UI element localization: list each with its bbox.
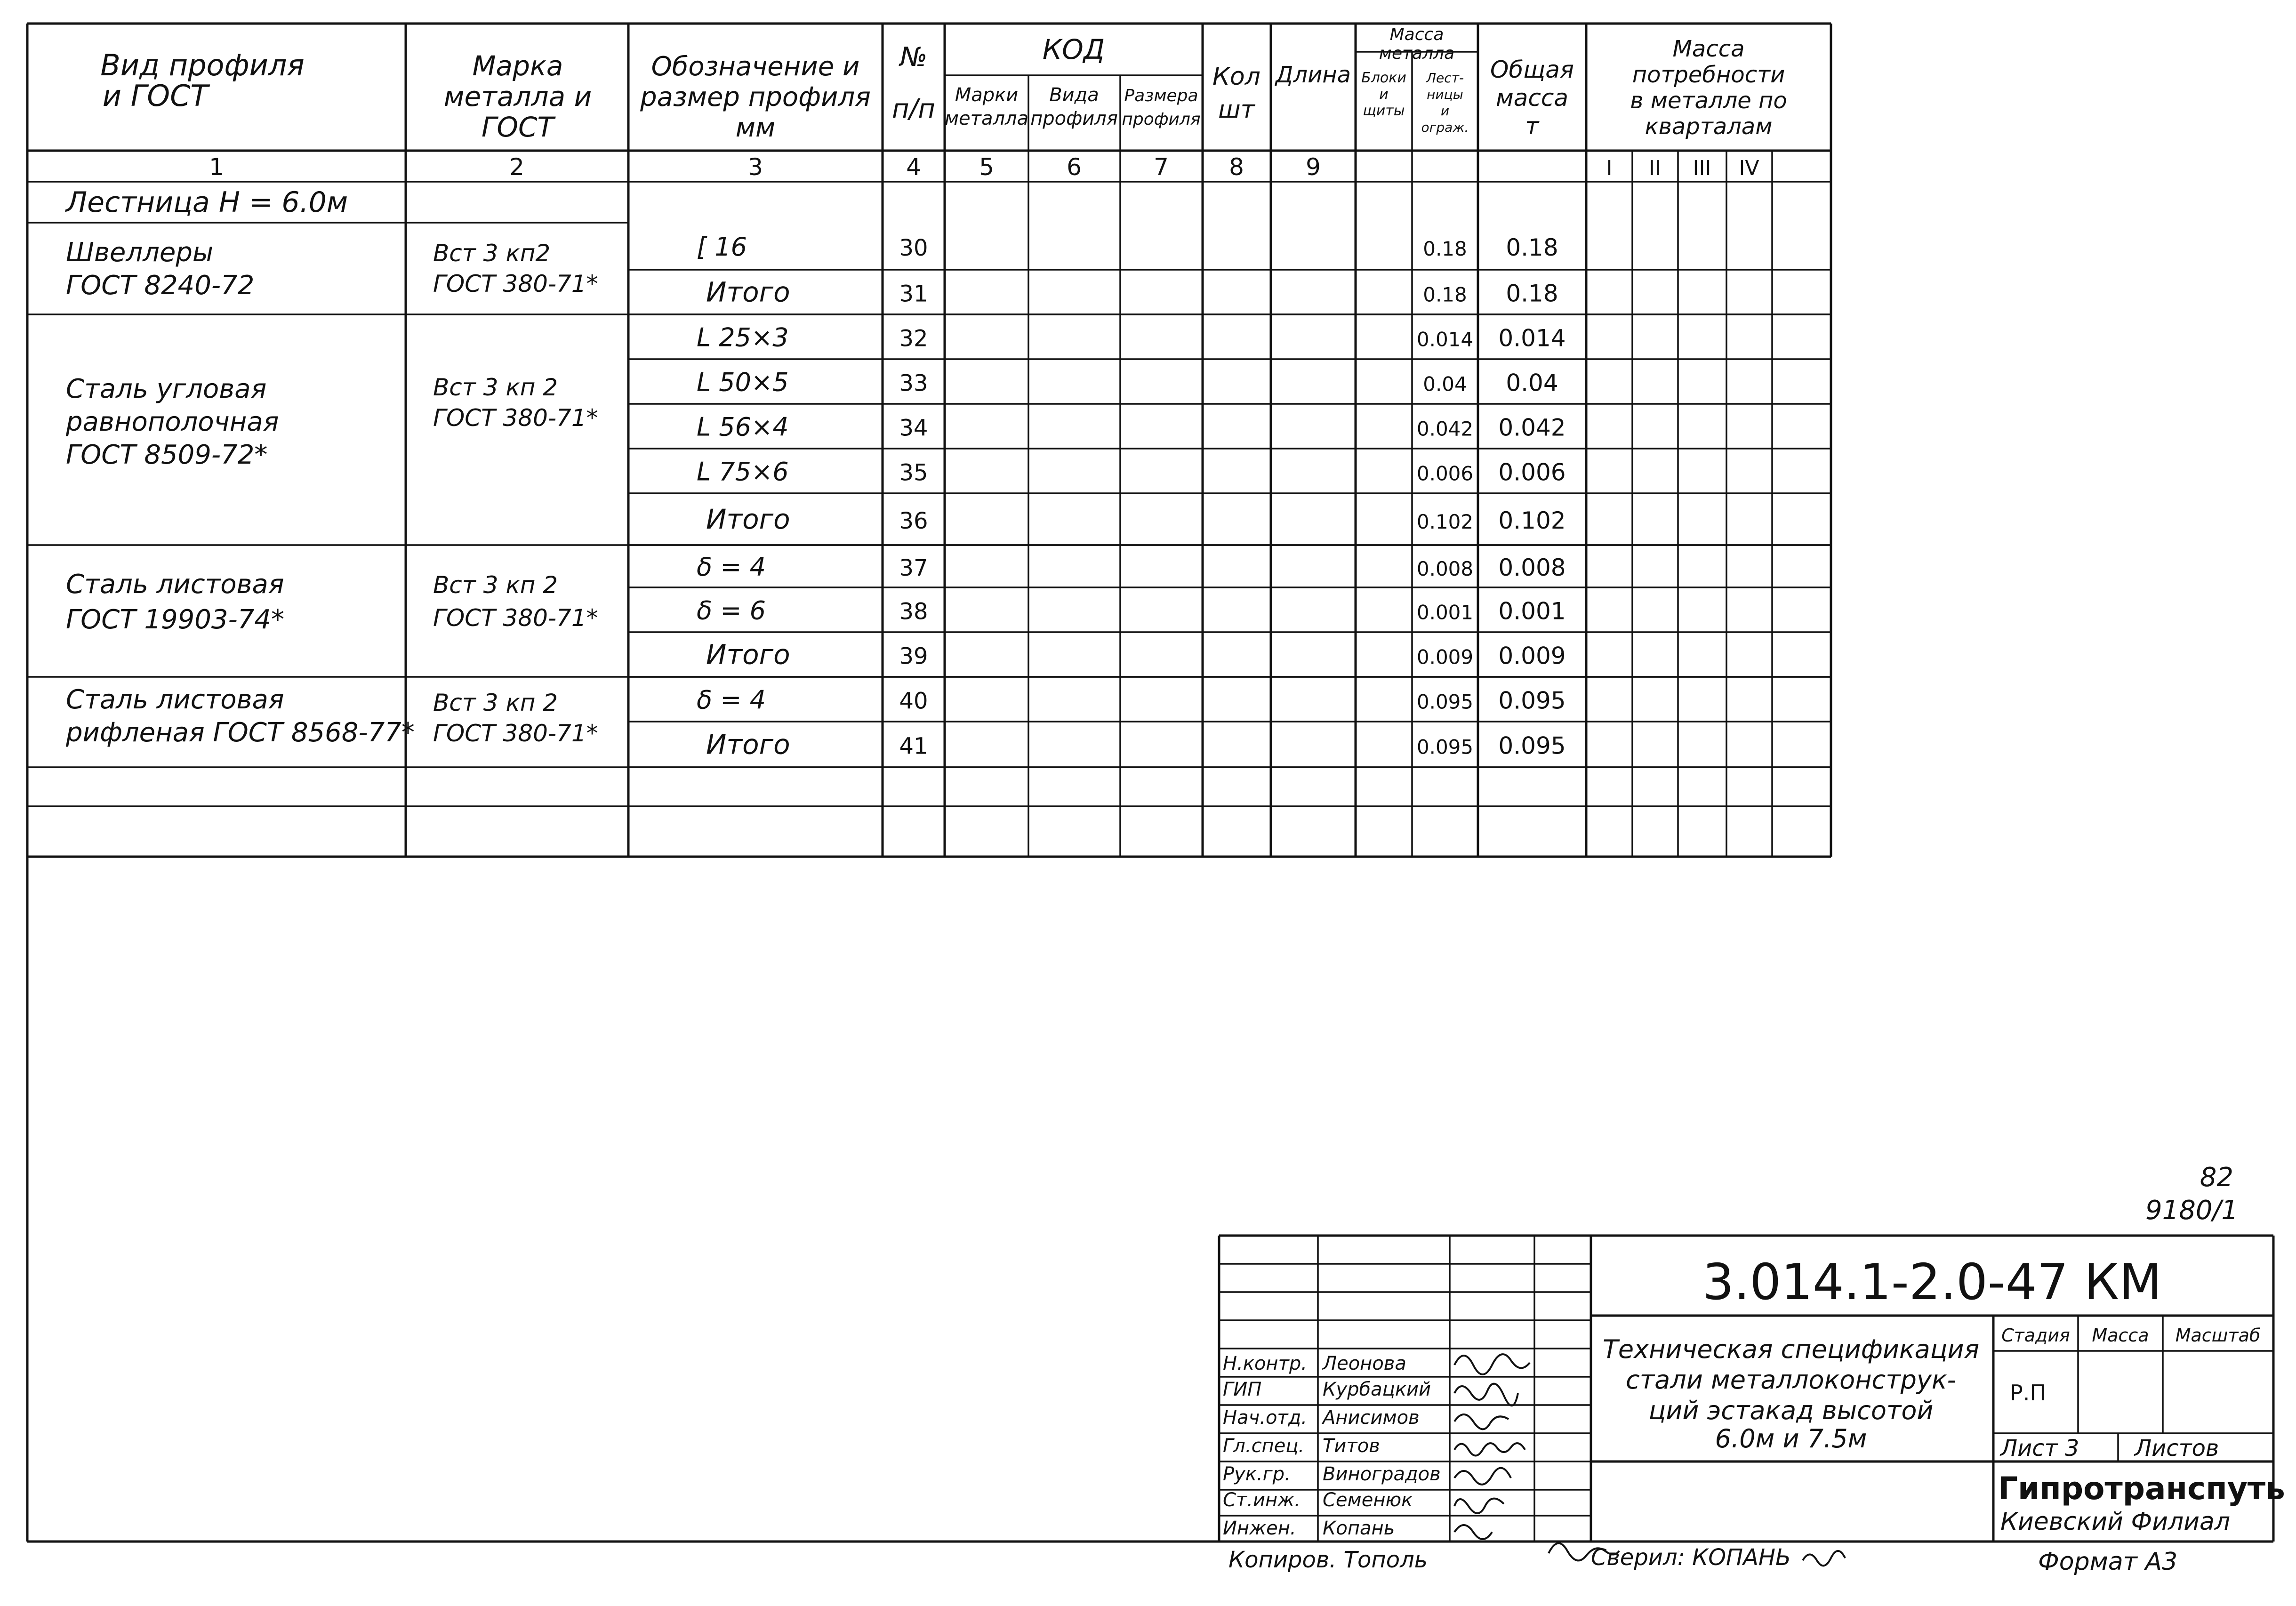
data-rows — [697, 232, 1566, 761]
profile-size-cell: δ = 4 — [697, 552, 766, 582]
total-mass-cell: 0.18 — [1506, 280, 1558, 307]
sheets-label: Листов — [2135, 1435, 2219, 1461]
group-steel: Вст 3 кп2 ГОСТ 380-71* — [433, 240, 598, 297]
group-steel: Вст 3 кп 2 ГОСТ 380-71* — [433, 689, 598, 747]
ladder-mass-cell: 0.001 — [1416, 601, 1474, 624]
header-col2: Марка металла и ГОСТ — [443, 50, 592, 143]
header-obshchaya: Общая масса т — [1490, 56, 1574, 140]
group-profile: Швеллеры ГОСТ 8240-72 — [66, 237, 255, 301]
branch: Киевский Филиал — [2000, 1508, 2231, 1536]
ladder-mass-cell: 0.18 — [1423, 283, 1467, 306]
svg-text:4: 4 — [906, 153, 921, 181]
total-mass-cell: 0.014 — [1498, 324, 1566, 352]
total-mass-cell: 0.009 — [1498, 642, 1566, 670]
stage-value: Р.П — [2010, 1380, 2046, 1405]
total-mass-cell: 0.18 — [1506, 234, 1558, 261]
signer-name: Титов — [1323, 1435, 1380, 1457]
signer-role: Гл.спец. — [1223, 1435, 1305, 1457]
group-steel: Вст 3 кп 2 ГОСТ 380-71* — [433, 374, 598, 432]
header-col5: Марки металла — [944, 84, 1029, 129]
row-number-cell: 33 — [899, 370, 928, 397]
group-profile: Сталь листовая рифленая ГОСТ 8568-77* — [66, 684, 415, 748]
profile-size-cell: Итого — [706, 503, 790, 535]
row-number-cell: 30 — [899, 235, 928, 261]
table-row — [706, 503, 1566, 535]
table-row — [697, 232, 1558, 262]
signer-name: Копань — [1323, 1518, 1395, 1539]
row-number-cell: 32 — [899, 325, 928, 352]
group-steel: Вст 3 кп 2 ГОСТ 380-71* — [433, 571, 598, 632]
row-number-cell: 41 — [899, 733, 928, 760]
signer-name: Виноградов — [1323, 1463, 1441, 1485]
svg-text:IV: IV — [1739, 156, 1759, 180]
svg-text:I: I — [1606, 156, 1613, 180]
header-col9: Длина — [1275, 62, 1351, 88]
svg-text:9: 9 — [1306, 153, 1321, 181]
total-mass-cell: 0.102 — [1498, 507, 1566, 534]
header-col1: Вид профиля и ГОСТ — [100, 48, 305, 113]
header-col7: Размера профиля — [1122, 86, 1201, 129]
header-col3: Обозначение и размер профиля мм — [640, 51, 871, 143]
profile-size-cell: [ 16 — [697, 232, 747, 262]
section-title: Лестница Н = 6.0м — [66, 186, 348, 219]
signer-name: Семенюк — [1323, 1489, 1413, 1511]
total-mass-cell: 0.008 — [1498, 554, 1566, 581]
signer-role: Ст.инж. — [1223, 1489, 1301, 1511]
profile-size-cell: L 50×5 — [697, 367, 789, 397]
table-row — [706, 276, 1558, 308]
header-col4: № п/п — [891, 42, 936, 124]
scale-label: Масштаб — [2175, 1325, 2261, 1346]
ladder-mass-cell: 0.18 — [1423, 237, 1467, 260]
header-bloki: Блоки и щиты — [1361, 70, 1406, 119]
svg-text:7: 7 — [1154, 153, 1169, 181]
sheet-label: Лист 3 — [2000, 1435, 2079, 1461]
checked-by: Сверил: КОПАНЬ — [1591, 1544, 1791, 1571]
header-kod: КОД — [1042, 33, 1105, 65]
column-numbers — [209, 153, 1759, 181]
signer-name: Анисимов — [1323, 1407, 1420, 1429]
header-col6: Вида профиля — [1030, 84, 1118, 129]
table-row — [697, 323, 1566, 353]
ladder-mass-cell: 0.006 — [1416, 462, 1474, 485]
svg-text:1: 1 — [209, 153, 224, 181]
stage-label: Стадия — [2001, 1325, 2070, 1346]
ladder-mass-cell: 0.04 — [1423, 372, 1467, 396]
signer-name: Курбацкий — [1323, 1379, 1431, 1400]
profile-size-cell: Итого — [706, 728, 790, 761]
sheet-description: Техническая спецификация стали металлоконструк-ций эстакад высотой 6.0м и 7.5м — [1602, 1334, 1980, 1453]
group-profile: Сталь угловая равнополочная ГОСТ 8509-72* — [66, 374, 279, 470]
svg-text:6: 6 — [1067, 153, 1082, 181]
ladder-mass-cell: 0.095 — [1416, 690, 1474, 714]
table-row — [706, 729, 1566, 761]
organization: Гипротранспуть — [1998, 1470, 2285, 1507]
signer-role: Н.контр. — [1223, 1353, 1307, 1374]
table-row — [697, 412, 1566, 442]
profile-size-cell: δ = 4 — [697, 685, 766, 715]
ladder-mass-cell: 0.102 — [1416, 510, 1474, 533]
profile-size-cell: Итого — [706, 638, 790, 671]
svg-text:5: 5 — [979, 153, 994, 181]
table-row — [697, 457, 1566, 487]
row-number-cell: 31 — [899, 281, 928, 307]
title-block — [1219, 1236, 2285, 1566]
row-number-cell: 35 — [899, 459, 928, 486]
header-potrebnost: Масса потребности в металле по кварталам — [1630, 36, 1787, 140]
profile-size-cell: δ = 6 — [697, 595, 766, 626]
sheet-number: 82 9180/1 — [2145, 1162, 2238, 1226]
copied-by: Копиров. Тополь — [1228, 1547, 1428, 1573]
total-mass-cell: 0.095 — [1498, 732, 1566, 760]
row-number-cell: 37 — [899, 555, 928, 581]
profile-size-cell: Итого — [706, 276, 790, 308]
signer-role: Рук.гр. — [1223, 1463, 1291, 1485]
total-mass-cell: 0.042 — [1498, 414, 1566, 442]
table-row — [697, 368, 1558, 397]
header-lestnicy: Лест-ницы и ограж. — [1421, 70, 1469, 135]
svg-text:III: III — [1693, 156, 1711, 180]
total-mass-cell: 0.095 — [1498, 687, 1566, 715]
profile-size-cell: L 25×3 — [697, 322, 789, 353]
signer-role: Инжен. — [1223, 1518, 1296, 1539]
header-col8: Кол шт — [1212, 63, 1260, 124]
designation: 3.014.1-2.0-47 КМ — [1702, 1253, 2162, 1311]
row-number-cell: 40 — [899, 688, 928, 715]
ladder-mass-cell: 0.095 — [1416, 735, 1474, 759]
mass-label: Масса — [2092, 1325, 2149, 1346]
paper-format: Формат А3 — [2038, 1548, 2178, 1576]
table-row — [697, 685, 1566, 715]
svg-text:3: 3 — [748, 153, 763, 181]
signer-role: ГИП — [1223, 1379, 1262, 1400]
group-profile: Сталь листовая ГОСТ 19903-74* — [66, 569, 284, 635]
profile-size-cell: L 56×4 — [697, 412, 789, 442]
ladder-mass-cell: 0.008 — [1416, 557, 1474, 580]
table-row — [706, 639, 1566, 671]
svg-text:II: II — [1649, 156, 1661, 180]
row-number-cell: 38 — [899, 598, 928, 625]
total-mass-cell: 0.04 — [1506, 369, 1558, 397]
ladder-mass-cell: 0.042 — [1416, 417, 1474, 441]
signer-name: Леонова — [1323, 1353, 1406, 1374]
ladder-mass-cell: 0.009 — [1416, 645, 1474, 669]
row-number-cell: 34 — [899, 415, 928, 442]
header-massa-metalla: Масса металла — [1379, 25, 1455, 63]
row-number-cell: 36 — [899, 508, 928, 534]
row-number-cell: 39 — [899, 643, 928, 670]
svg-text:2: 2 — [509, 153, 524, 181]
total-mass-cell: 0.001 — [1498, 597, 1566, 625]
profile-size-cell: L 75×6 — [697, 457, 789, 487]
ladder-mass-cell: 0.014 — [1416, 328, 1474, 351]
signer-role: Нач.отд. — [1223, 1407, 1308, 1429]
svg-text:8: 8 — [1229, 153, 1244, 181]
table-row — [697, 596, 1566, 626]
total-mass-cell: 0.006 — [1498, 458, 1566, 486]
table-row — [697, 552, 1566, 582]
